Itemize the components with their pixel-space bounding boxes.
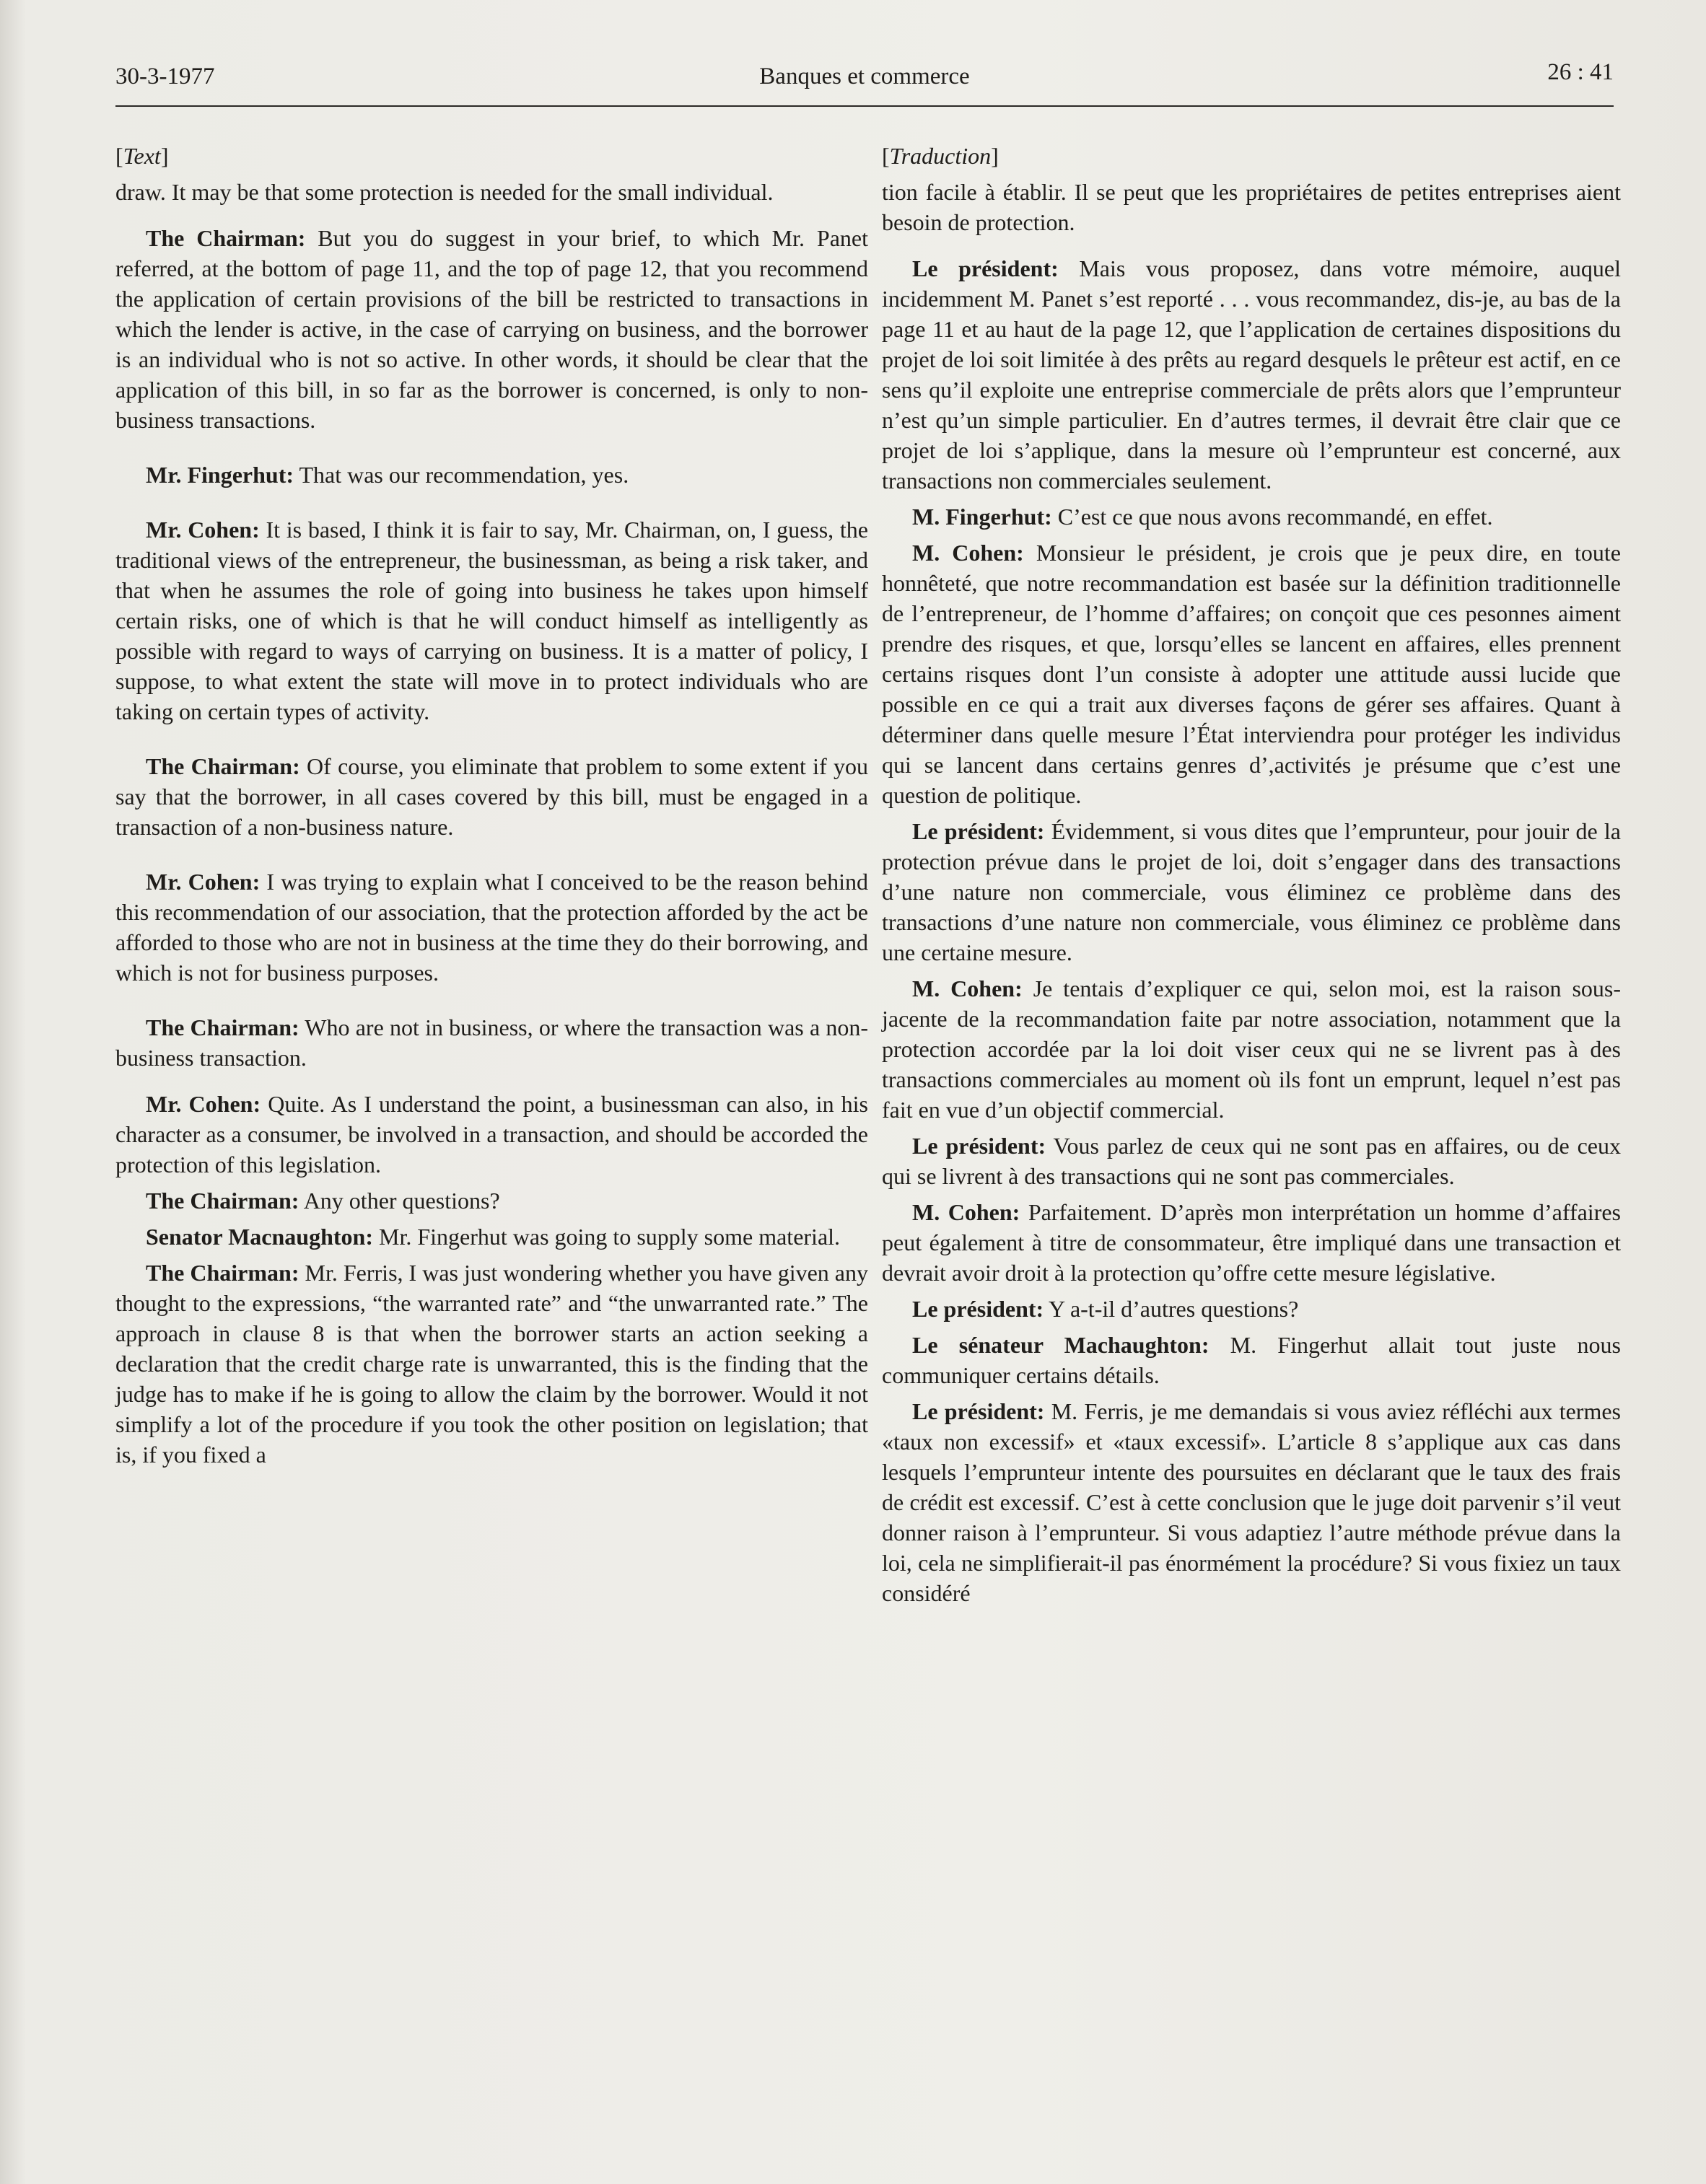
paragraph-text: Any other questions? <box>299 1188 500 1214</box>
paragraph-text: Mr. Fingerhut was going to supply some material. <box>372 1224 841 1250</box>
transcript-paragraph <box>115 867 868 988</box>
speaker-name: Le président: <box>912 1296 1044 1322</box>
speaker-name: M. Cohen: <box>912 975 1023 1001</box>
speaker-name: Senator Macnaughton: <box>146 1224 373 1250</box>
page-header <box>115 59 1614 107</box>
speaker-name: Mr. Cohen: <box>146 517 260 543</box>
transcript-paragraph <box>115 177 868 207</box>
speaker-name: M. Cohen: <box>912 540 1024 566</box>
paragraph-text: M. Fingerhut allait tout juste nous communiquer certains détails. <box>882 1332 1622 1388</box>
speaker-name: The Chairman: <box>146 1260 299 1286</box>
speaker-name: Le président: <box>912 1398 1045 1424</box>
speaker-name: The Chairman: <box>146 753 300 779</box>
paragraph-text: Mr. Ferris, I was just wondering whether you have given any thought to the expressions, “the warranted rate” and “the unwarranted rate.” The approach in clause 8 is that when the borrower starts an action seeking a declaration that the credit charge rate is unwarranted, this is the finding that the judge has to make if he is going to allow the claim by the borrower. Would it not simplify a lot of the procedure if you took the other position on legislation; that is, if you fixed a <box>115 1260 869 1468</box>
speaker-name: Le sénateur Machaughton: <box>912 1332 1209 1358</box>
transcript-paragraph <box>882 816 1621 968</box>
paragraph-text: Of course, you eliminate that problem to some extent if you say that the borrower, in all cases covered by this bill, must be engaged in a transaction of a non-business nature. <box>115 753 869 840</box>
speaker-name: Le président: <box>912 255 1059 281</box>
speaker-name: The Chairman: <box>146 1014 299 1040</box>
speaker-name: M. Fingerhut: <box>912 504 1052 530</box>
speaker-name: The Chairman: <box>146 1188 299 1214</box>
speaker-name: Le président: <box>912 1133 1046 1159</box>
transcript-paragraph <box>882 1396 1621 1608</box>
transcript-paragraph <box>882 253 1621 496</box>
speaker-name: Mr. Cohen: <box>146 869 261 895</box>
paragraph-text: I was trying to explain what I conceived to be the reason behind this recommendation of our association, that the protection afforded by the act be afforded to those who are not in business at the time they do their borrowing, and which is not for business purposes. <box>115 869 869 986</box>
paragraph-text: M. Ferris, je me demandais si vous aviez réfléchi aux termes «taux non excessif» et «taux excessif». L’article 8 s’applique aux cas dans lesquels l’emprunteur intente des poursuites en déclarant que le taux des frais de crédit est excessif. C’est à cette conclusion que le juge doit parvenir s’il veut donner raison à l’emprunteur. Si vous adaptiez l’autre méthode prévue dans la loi, cela ne simplifierait-il pas énormément la procédure? Si vous fixiez un taux considéré <box>882 1398 1622 1606</box>
transcript-paragraph <box>882 1294 1621 1324</box>
paragraph-text: That was our recommendation, yes. <box>294 462 629 488</box>
header-rule <box>115 105 1614 107</box>
transcript-paragraph <box>115 223 868 435</box>
header-page-number: 26 : 41 <box>1547 59 1614 85</box>
english-column-heading: [Text] <box>115 143 169 169</box>
transcript-paragraph <box>115 1012 868 1073</box>
paragraph-text: C’est ce que nous avons recommandé, en effet. <box>1051 504 1493 530</box>
speaker-name: M. Cohen: <box>912 1199 1020 1225</box>
speaker-name: The Chairman: <box>146 225 306 251</box>
speaker-name: Mr. Fingerhut: <box>146 462 294 488</box>
french-paragraphs <box>882 177 1621 1608</box>
header-date: 30-3-1977 <box>115 63 215 89</box>
speaker-name: Le président: <box>912 818 1045 844</box>
transcript-paragraph <box>115 1222 868 1252</box>
transcript-paragraph <box>882 973 1621 1125</box>
transcript-paragraph <box>115 1185 868 1216</box>
transcript-paragraph <box>882 1330 1621 1390</box>
paragraph-text: Quite. As I understand the point, a businessman can also, in his character as a consumer, be involved in a transaction, and should be accorded the protection of this legislation. <box>115 1091 869 1177</box>
paragraph-text: Je tentais d’expliquer ce qui, selon moi, est la raison sous-jacente de la recommandation faite par notre association, notamment que la protection accordée par la loi doit viser ceux qui ne se livrent pas à des transactions commerciales au moment où ils font un emprunt, lequel n’est pas fait en vue d’un objectif commercial. <box>882 975 1622 1123</box>
paragraph-text: Who are not in business, or where the transaction was a non-business transaction. <box>115 1014 869 1071</box>
french-column-heading: [Traduction] <box>882 143 999 169</box>
transcript-paragraph <box>115 514 868 727</box>
paragraph-text: Y a-t-il d’autres questions? <box>1044 1296 1299 1322</box>
transcript-paragraph <box>115 1089 868 1180</box>
transcript-paragraph <box>115 1258 868 1470</box>
french-column <box>882 141 1621 1608</box>
transcript-paragraph <box>882 1197 1621 1288</box>
paragraph-text: Vous parlez de ceux qui ne sont pas en affaires, ou de ceux qui se livrent à des transactions qui ne sont pas commerciales. <box>882 1133 1622 1189</box>
transcript-paragraph <box>115 460 868 490</box>
paragraph-text: It is based, I think it is fair to say, Mr. Chairman, on, I guess, the traditional views of the entrepreneur, the businessman, as being a risk taker, and that when he assumes the role of going into business he takes upon himself certain risks, one of which is that he will conduct himself as intelligently as possible with regard to ways of carrying on business. It is a matter of policy, I suppose, to what extent the state will move in to protect individuals who are taking on certain types of activity. <box>115 517 869 724</box>
header-title: Banques et commerce <box>759 63 970 89</box>
speaker-name: Mr. Cohen: <box>146 1091 261 1117</box>
transcript-paragraph <box>882 177 1621 237</box>
paragraph-text: Évidemment, si vous dites que l’emprunteur, pour jouir de la protection prévue dans le projet de loi, doit s’engager dans des transactions d’une nature non commerciale, vous éliminez ce problème dans des transactions d’une nature non commerciale, vous éliminez ce problème dans une certaine mesure. <box>882 818 1622 965</box>
paragraph-text: draw. It may be that some protection is needed for the small individual. <box>115 179 774 205</box>
transcript-paragraph <box>882 538 1621 810</box>
paragraph-text: tion facile à établir. Il se peut que les propriétaires de petites entreprises aient besoin de protection. <box>882 179 1621 235</box>
transcript-paragraph <box>882 1131 1621 1191</box>
transcript-paragraph <box>882 501 1621 532</box>
paragraph-text: Parfaitement. D’après mon interprétation un homme d’affaires peut également à titre de consommateur, être impliqué dans une transaction et devrait avoir droit à la protection qu’offre cette mesure législative. <box>882 1199 1622 1286</box>
transcript-paragraph <box>115 751 868 842</box>
paragraph-text: But you do suggest in your brief, to which Mr. Panet referred, at the bottom of page 11, and the top of page 12, that you recommend the application of certain provisions of the bill be restricted to transactions in which the lender is active, in the case of carrying on business, and the borrower is an individual who is not so active. In other words, it should be clear that the application of this bill, in so far as the borrower is concerned, is only to non-business transactions. <box>115 225 869 433</box>
english-column <box>115 141 868 1470</box>
english-paragraphs <box>115 177 868 1470</box>
paragraph-text: Monsieur le président, je crois que je peux dire, en toute honnêteté, que notre recommandation est basée sur la définition traditionnelle de l’entrepreneur, de l’homme d’affaires; on conçoit que ces pesonnes aiment prendre des risques, et que, lorsqu’elles se lancent en affaires, elles prennent certains risques dont l’un consiste à adopter une attitude aussi lucide que possible en ce qui a trait aux diverses façons de gérer ses affaires. Quant à déterminer dans quelle mesure l’État interviendra pour protéger les individus qui se lancent dans certains genres d’,activités je présume que c’est une question de politique. <box>882 540 1622 808</box>
paragraph-text: Mais vous proposez, dans votre mémoire, auquel incidemment M. Panet s’est reporté . . . vous recommandez, dis-je, au bas de la page 11 et au haut de la page 12, que l’application de certaines dispositions du projet de loi soit limitée à des prêts au regard desquels le prêteur est actif, en ce sens qu’il exploite une entreprise commerciale de prêts alors que l’emprunteur n’est qu’un simple particulier. En d’autres termes, il devrait être clair que ce projet de loi s’applique, dans la mesure où l’emprunteur est concerné, aux transactions non commerciales seulement. <box>882 255 1622 494</box>
